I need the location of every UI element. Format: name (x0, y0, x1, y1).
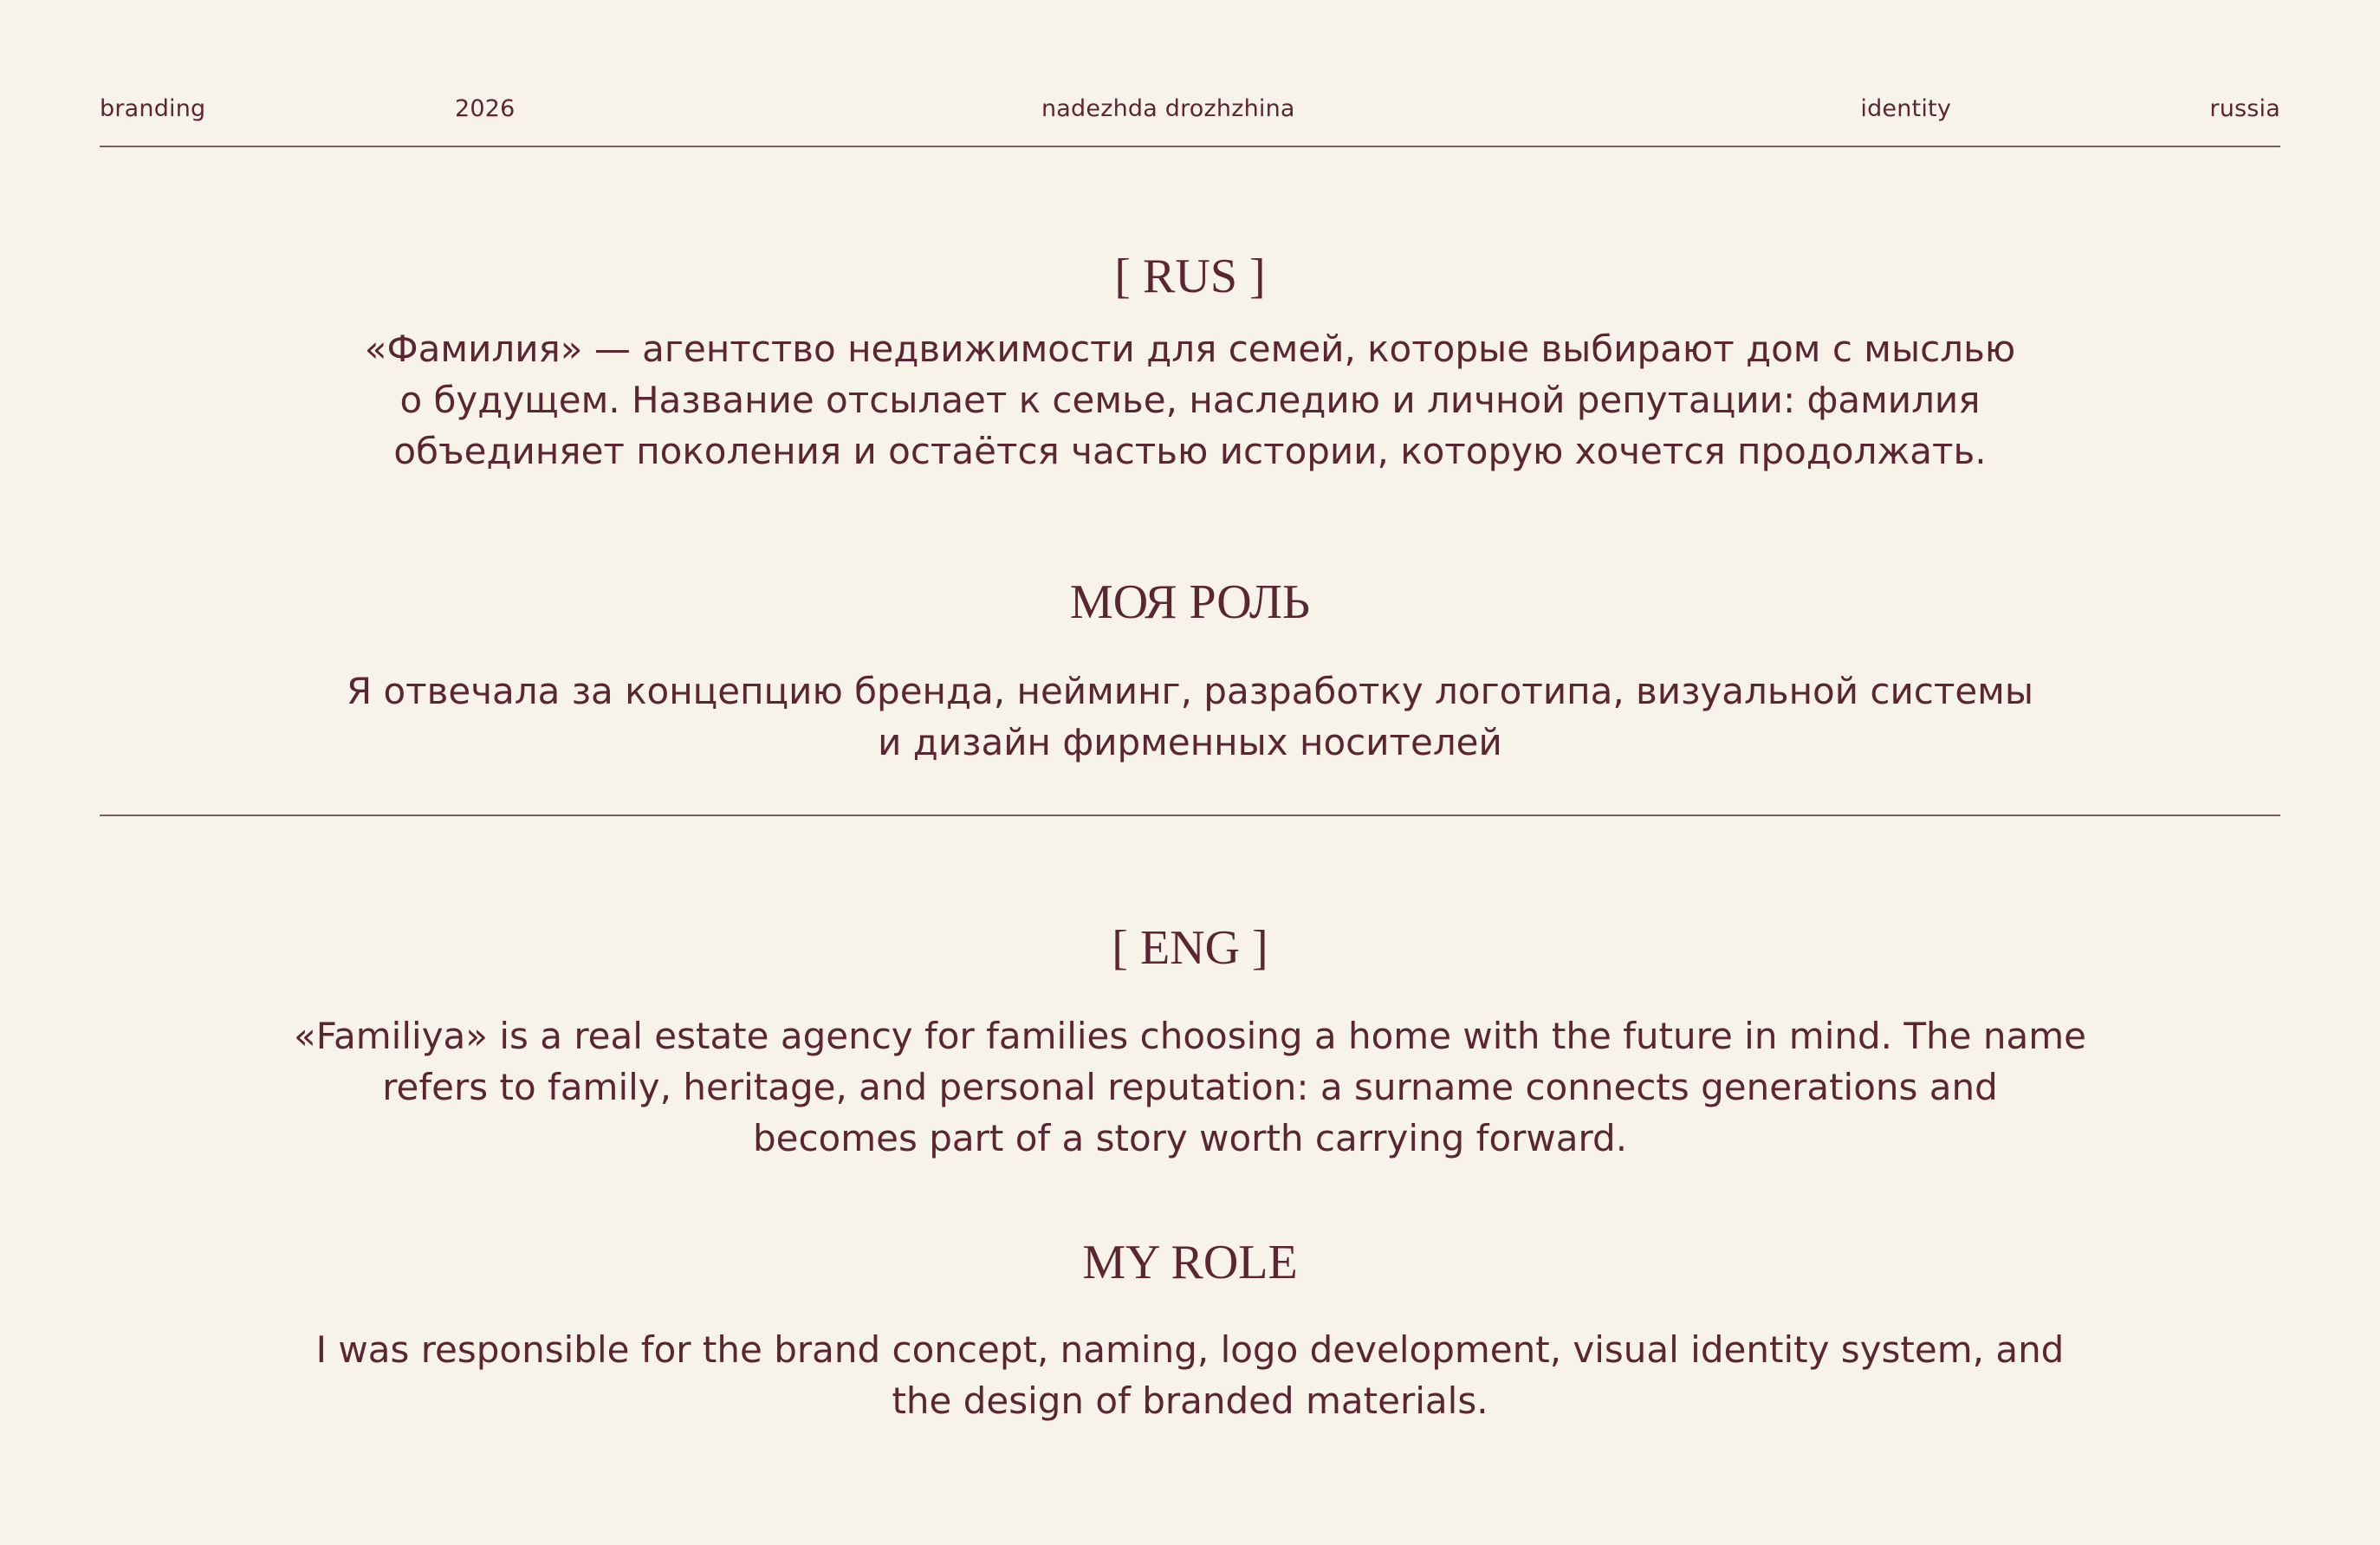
eng-description (0, 1010, 2380, 1164)
header-discipline: identity (1860, 95, 1951, 122)
header-country: russia (2209, 95, 2280, 122)
section-divider (100, 815, 2280, 816)
rus-description-line: объединяет поколения и остаётся частью истории, которую хочется продолжать. (393, 430, 1987, 472)
eng-role-heading: MY ROLE (1082, 1236, 1298, 1289)
eng-description-line: «Familiya» is a real estate agency for families choosing a home with the future in mind. The name (294, 1015, 2086, 1057)
rus-role-description (0, 665, 2380, 768)
eng-role-line: I was responsible for the brand concept, naming, logo development, visual identity system, and (315, 1328, 2065, 1371)
header-category: branding (100, 95, 206, 122)
eng-description-line: becomes part of a story worth carrying forward. (752, 1117, 1628, 1159)
rus-description-line: о будущем. Название отсылает к семье, наследию и личной репутации: фамилия (399, 379, 1981, 421)
header-divider (100, 146, 2280, 147)
eng-role-line: the design of branded materials. (892, 1379, 1488, 1422)
header-bar (100, 95, 2280, 130)
rus-description-line: «Фамилия» — агентство недвижимости для семей, которые выбирают дом с мыслью (364, 328, 2016, 370)
rus-description (0, 323, 2380, 477)
header-year: 2026 (455, 95, 516, 122)
rus-role-line: и дизайн фирменных носителей (878, 721, 1502, 763)
eng-role-description (0, 1324, 2380, 1426)
rus-role-heading: МОЯ РОЛЬ (1069, 575, 1311, 629)
rus-role-line: Я отвечала за концепцию бренда, нейминг, разработку логотипа, визуальной системы (346, 670, 2034, 712)
eng-section-heading: [ ENG ] (1112, 921, 1268, 975)
eng-description-line: refers to family, heritage, and personal reputation: a surname connects generations and (382, 1066, 1998, 1108)
header-author: nadezhda drozhzhina (1041, 95, 1295, 122)
rus-section-heading: [ RUS ] (1114, 250, 1266, 303)
